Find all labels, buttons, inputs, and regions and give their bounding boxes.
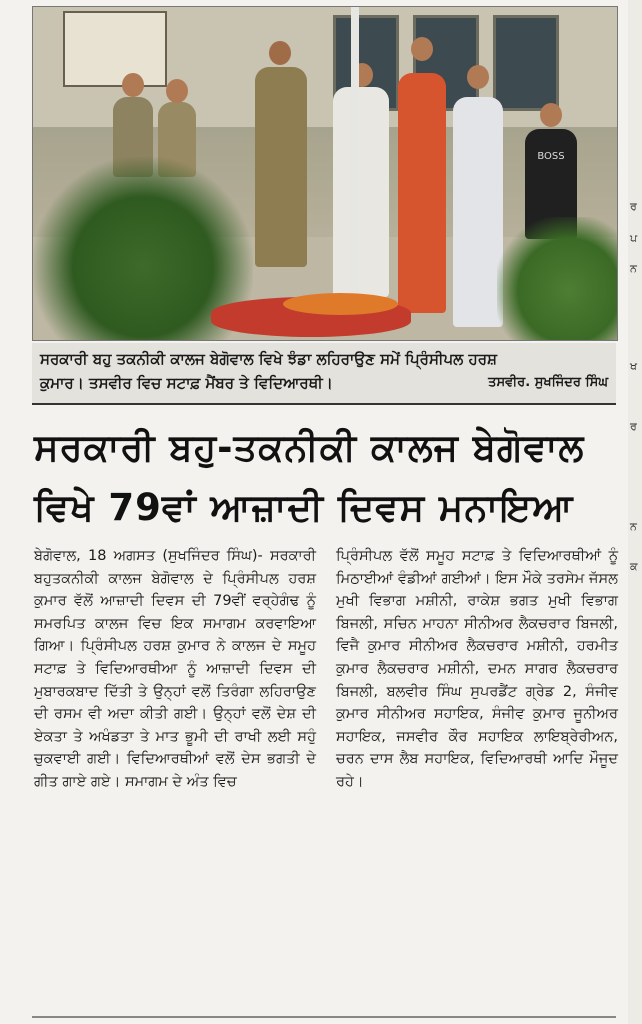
photo-person-white	[453, 97, 503, 327]
photo-principal	[333, 87, 389, 297]
edge-letter: ਪ	[630, 232, 638, 245]
edge-letter: ਰ	[630, 420, 637, 433]
headline-line-2: ਵਿਖੇ 79ਵਾਂ ਆਜ਼ਾਦੀ ਦਿਵਸ ਮਨਾਇਆ	[34, 486, 574, 529]
photo-officer-head	[269, 41, 291, 65]
photo-caption	[32, 343, 616, 405]
caption-line-2-row	[40, 371, 608, 395]
photo-bush	[497, 217, 617, 340]
photo-person-head	[540, 103, 562, 127]
article-column-left	[34, 545, 316, 794]
shirt-text: BOSS	[537, 151, 565, 162]
edge-letter: ਨ	[630, 520, 637, 533]
edge-letter: ਖ	[630, 360, 637, 373]
photo-officer	[255, 67, 307, 267]
caption-line-2: ਕੁਮਾਰ। ਤਸਵੀਰ ਵਿਚ ਸਟਾਫ਼ ਮੈਂਬਰ ਤੇ ਵਿਦਿਆਰਥੀ।	[40, 374, 333, 392]
photo-window	[493, 15, 559, 111]
photo-person-head	[122, 73, 144, 97]
article-text-right: ਪ੍ਰਿੰਸੀਪਲ ਵੱਲੋਂ ਸਮੂਹ ਸਟਾਫ਼ ਤੇ ਵਿਦਿਆਰਥੀਆਂ ਨੂੰ ਮਿਠਾਈਆਂ ਵੰਡੀਆਂ ਗਈਆਂ। ਇਸ ਮੌਕੇ ਤਰਸੇਮ ਜੱਸਲ ਮੁਖੀ ਵਿਭਾਗ ਮਸ਼ੀਨੀ, ਰਾਕੇਸ਼ ਭਗਤ ਮੁਖੀ ਵਿਭਾਗ ਬਿਜਲੀ, ਸਚਿਨ ਮਾਹਨਾ ਸੀਨੀਅਰ ਲੈਕਚਰਾਰ ਬਿਜਲੀ, ਵਿਜੈ ਕੁਮਾਰ ਸੀਨੀਅਰ ਲੈਕਚਰਾਰ ਮਸ਼ੀਨੀ, ਹਰਮੀਤ ਕੁਮਾਰ ਲੈਕਚਰਾਰ ਮਸ਼ੀਨੀ, ਦਮਨ ਸਾਗਰ ਲੈਕਚਰਾਰ ਬਿਜਲੀ, ਬਲਵੀਰ ਸਿੰਘ ਸੁਪਰਡੈਂਟ ਗ੍ਰੇਡ 2, ਸੰਜੀਵ ਕੁਮਾਰ ਸੀਨੀਅਰ ਸਹਾਇਕ, ਸੰਜੀਵ ਕੁਮਾਰ ਜੂਨੀਅਰ ਸਹਾਇਕ, ਜਸਵੀਰ ਕੌਰ ਸਹਾਇਕ ਲਾਇਬ੍ਰੇਰੀਅਨ, ਚਰਨ ਦਾਸ ਲੈਬ ਸਹਾਇਕ, ਵਿਦਿਆਰਥੀ ਆਦਿ ਮੌਜੂਦ ਰਹੇ।	[336, 548, 618, 790]
edge-letter: ਰ	[630, 200, 637, 213]
adjacent-article-edge	[628, 0, 642, 1024]
photo-notice-board	[63, 11, 167, 87]
news-photo	[32, 6, 618, 341]
caption-line-1: ਸਰਕਾਰੀ ਬਹੁ ਤਕਨੀਕੀ ਕਾਲਜ ਬੇਗੋਵਾਲ ਵਿਖੇ ਝੰਡਾ ਲਹਿਰਾਉਣ ਸਮੇਂ ਪ੍ਰਿੰਸੀਪਲ ਹਰਸ਼	[40, 350, 498, 368]
photo-flag-pole	[351, 7, 359, 302]
photo-person-head	[166, 79, 188, 103]
article-headline	[34, 418, 618, 538]
photo-flower-petals	[283, 293, 398, 315]
photo-person-head	[467, 65, 489, 89]
edge-letter: ਕ	[630, 560, 638, 573]
edge-letter: ਨ	[630, 262, 637, 275]
article-column-right	[336, 545, 618, 794]
headline-line-1: ਸਰਕਾਰੀ ਬਹੁ-ਤਕਨੀਕੀ ਕਾਲਜ ਬੇਗੋਵਾਲ	[34, 426, 585, 469]
photo-person-orange	[398, 73, 446, 313]
photo-person-head	[411, 37, 433, 61]
article-text-left: ਬੇਗੋਵਾਲ, 18 ਅਗਸਤ (ਸੁਖਜਿੰਦਰ ਸਿੰਘ)- ਸਰਕਾਰੀ ਬਹੁਤਕਨੀਕੀ ਕਾਲਜ ਬੇਗੋਵਾਲ ਦੇ ਪ੍ਰਿੰਸੀਪਲ ਹਰਸ਼ ਕੁਮਾਰ ਵੱਲੋਂ ਆਜ਼ਾਦੀ ਦਿਵਸ ਦੀ 79ਵੀਂ ਵਰ੍ਹੇਗੰਢ ਨੂੰ ਸਮਰਪਿਤ ਕਾਲਜ ਵਿਚ ਇਕ ਸਮਾਗਮ ਕਰਵਾਇਆ ਗਿਆ। ਪ੍ਰਿੰਸੀਪਲ ਹਰਸ਼ ਕੁਮਾਰ ਨੇ ਕਾਲਜ ਦੇ ਸਮੂਹ ਸਟਾਫ਼ ਤੇ ਵਿਦਿਆਰਥੀਆ ਨੂੰ ਆਜ਼ਾਦੀ ਦਿਵਸ ਦੀ ਮੁਬਾਰਕਬਾਦ ਦਿੱਤੀ ਤੇ ਉਨ੍ਹਾਂ ਵਲੋਂ ਤਿਰੰਗਾ ਲਹਿਰਾਉਣ ਦੀ ਰਸਮ ਵੀ ਅਦਾ ਕੀਤੀ ਗਈ। ਉਨ੍ਹਾਂ ਵਲੋਂ ਦੇਸ਼ ਦੀ ਏਕਤਾ ਤੇ ਅਖੰਡਤਾ ਤੇ ਮਾਤ ਭੂਮੀ ਦੀ ਰਾਖੀ ਲਈ ਸਹੁੰ ਚੁਕਵਾਈ ਗਈ। ਵਿਦਿਆਰਥੀਆਂ ਵਲੋਂ ਦੇਸ ਭਗਤੀ ਦੇ ਗੀਤ ਗਾਏ ਗਏ। ਸਮਾਗਮ ਦੇ ਅੰਤ ਵਿਚ	[34, 548, 316, 790]
photo-credit: ਤਸਵੀਰ. ਸੁਖਜਿੰਦਰ ਸਿੰਘ	[488, 375, 608, 390]
bottom-rule	[32, 1016, 616, 1018]
